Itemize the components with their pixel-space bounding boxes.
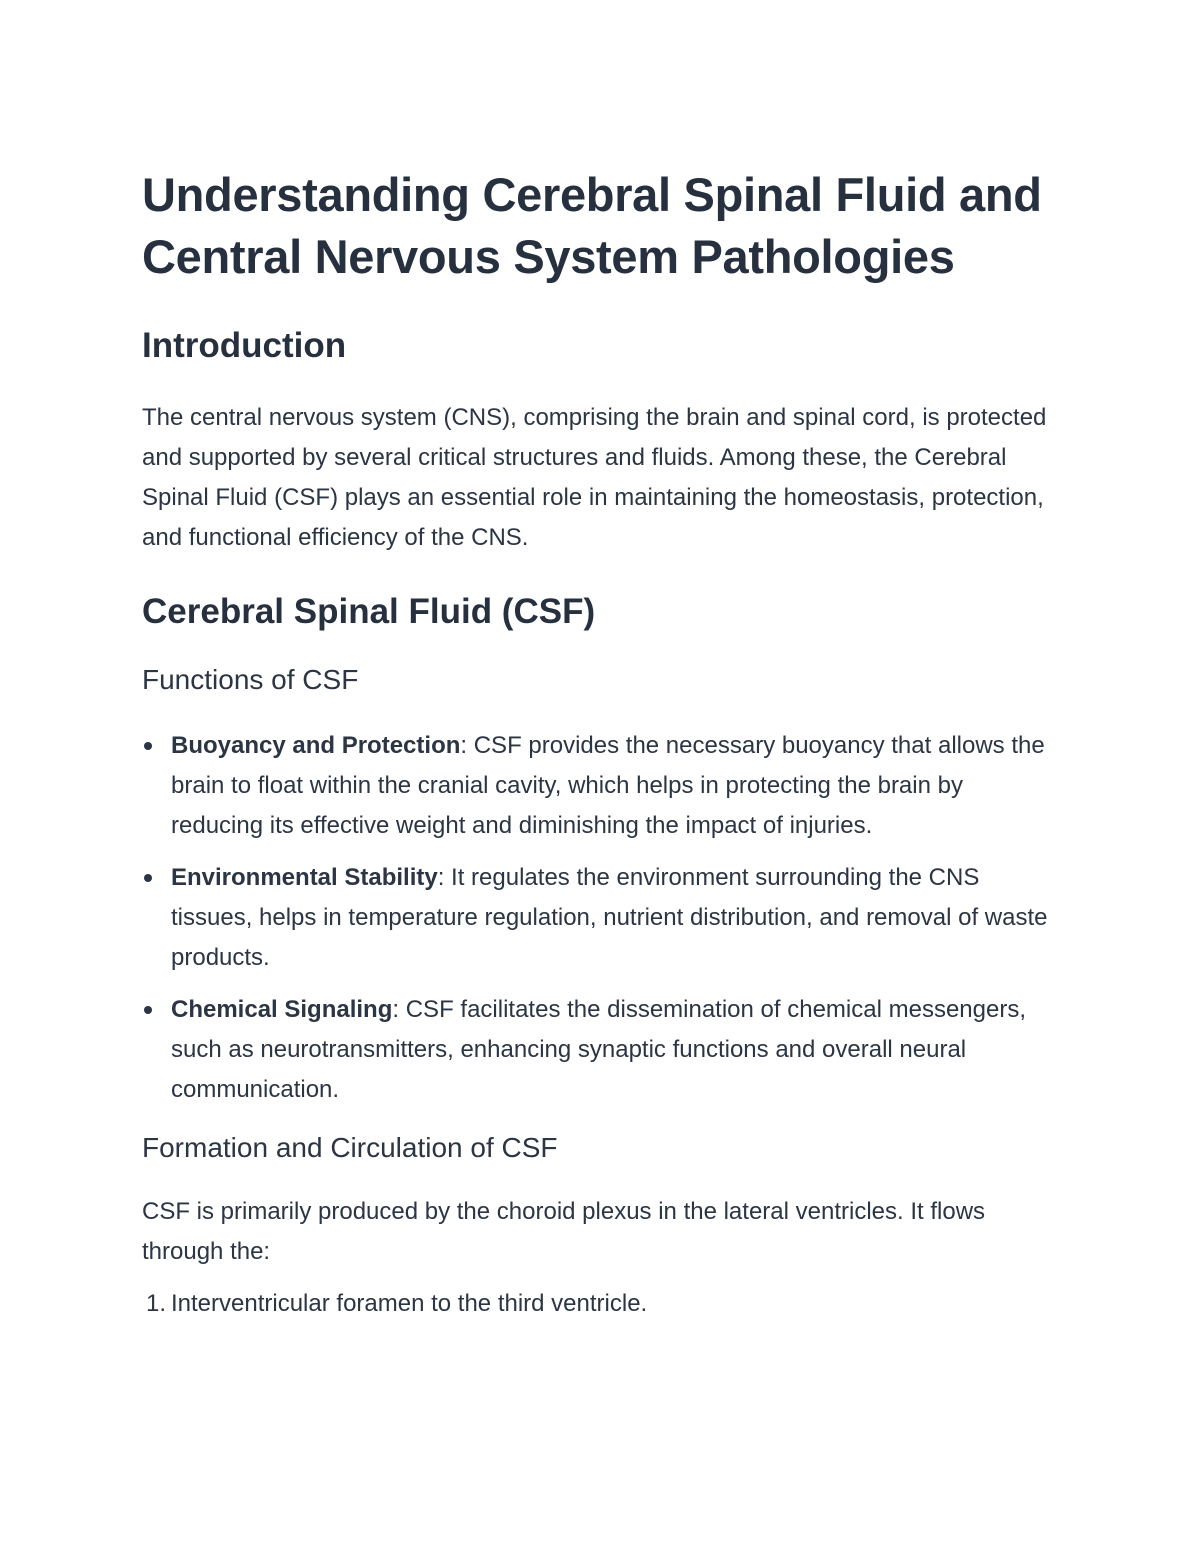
bullet-icon: [144, 874, 152, 882]
csf-section-heading: Cerebral Spinal Fluid (CSF): [142, 592, 596, 631]
list-item: [142, 990, 1060, 1110]
bullet-icon: [144, 1006, 152, 1014]
page-title: Understanding Cerebral Spinal Fluid and Central Nervous System Pathologies: [142, 168, 1042, 283]
functions-list: [142, 726, 1060, 1110]
step-number: 1.: [146, 1290, 167, 1317]
list-item-text: : It regulates the environment surrounding the CNS tissues, helps in temperature regulation, nutrient distribution, and removal of waste products.: [171, 864, 1048, 971]
circulation-steps-list: [142, 1284, 1060, 1324]
formation-heading: Formation and Circulation of CSF: [142, 1132, 558, 1163]
list-item: [142, 1284, 1060, 1324]
step-text: Interventricular foramen to the third ventricle.: [171, 1290, 648, 1317]
functions-heading: Functions of CSF: [142, 664, 359, 695]
bullet-icon: [144, 742, 152, 750]
introduction-heading: Introduction: [142, 326, 347, 365]
list-item-term: Buoyancy and Protection: [171, 732, 461, 759]
formation-paragraph: CSF is primarily produced by the choroid plexus in the lateral ventricles. It flows through the:: [142, 1198, 986, 1265]
list-item: [142, 726, 1060, 846]
list-item-text: : CSF facilitates the dissemination of chemical messengers, such as neurotransmitters, enhancing synaptic functions and overall neural communication.: [171, 996, 1026, 1103]
introduction-paragraph: The central nervous system (CNS), comprising the brain and spinal cord, is protected and supported by several critical structures and fluids. Among these, the Cerebral Spinal Fluid (CSF) plays an essential role in maintaining the homeostasis, protection, and functional efficiency of the CNS.: [142, 404, 1047, 551]
list-item-term: Environmental Stability: [171, 864, 438, 891]
list-item: [142, 858, 1060, 978]
list-item-text: : CSF provides the necessary buoyancy that allows the brain to float within the cranial cavity, which helps in protecting the brain by reducing its effective weight and diminishing the impact of injuries.: [171, 732, 1045, 839]
list-item-term: Chemical Signaling: [171, 996, 393, 1023]
